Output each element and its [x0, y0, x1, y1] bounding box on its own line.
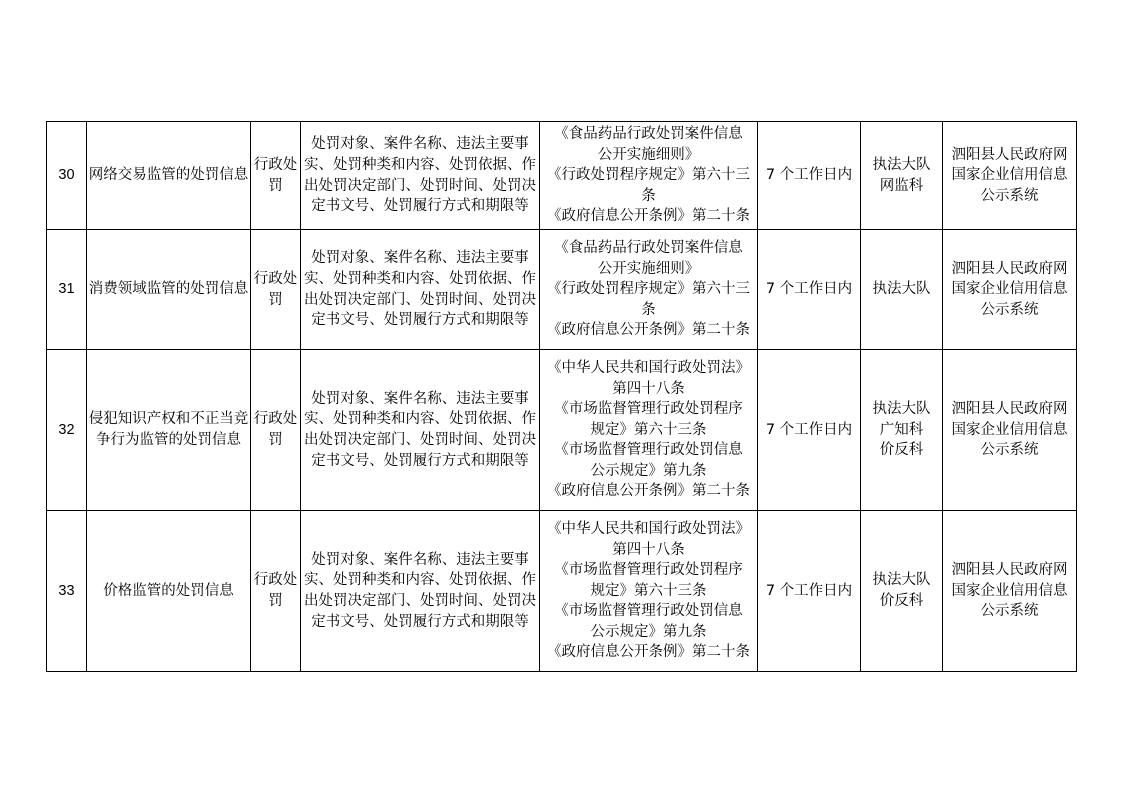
- row-number: [47, 122, 87, 230]
- category-text: 行政处罚: [253, 156, 298, 194]
- legal-basis: [540, 122, 758, 230]
- disclosure-item-text: 侵犯知识产权和不正当竞争行为监管的处罚信息: [88, 411, 249, 448]
- disclosure-content-text: 处罚对象、案件名称、违法主要事实、处罚种类和内容、处罚依据、作出处罚决定部门、处罚时间、处罚决定书文号、处罚履行方式和期限等: [304, 390, 536, 469]
- responsible-department: [861, 230, 943, 350]
- row-number: [47, 511, 87, 672]
- row-number: [47, 230, 87, 350]
- responsible-department-text: 执法大队: [872, 281, 931, 298]
- responsible-department-text: 执法大队 广知科 价反科: [872, 401, 931, 459]
- row-number-text: 33: [58, 582, 75, 599]
- legal-basis: [540, 350, 758, 511]
- category: [251, 122, 301, 230]
- category-text: 行政处罚: [253, 270, 298, 308]
- legal-basis-text: 《中华人民共和国行政处罚法》 第四十八条 《市场监督管理行政处罚程序 规定》第六十三条 《市场监督管理行政处罚信息 公示规定》第九条 《政府信息公开条例》第二十条: [547, 520, 750, 661]
- table-row: [47, 350, 1077, 511]
- row-number: [47, 350, 87, 511]
- disclosure-item: [87, 230, 251, 350]
- disclosure-content: [301, 511, 540, 672]
- disclosure-content: [301, 230, 540, 350]
- disclosure-channel: [943, 511, 1077, 672]
- deadline-text: 7 个工作日内: [765, 167, 853, 184]
- table-row: [47, 511, 1077, 672]
- row-number-text: 30: [58, 167, 75, 184]
- row-number-text: 32: [58, 421, 75, 438]
- legal-basis-text: 《中华人民共和国行政处罚法》 第四十八条 《市场监督管理行政处罚程序 规定》第六十三条 《市场监督管理行政处罚信息 公示规定》第九条 《政府信息公开条例》第二十条: [547, 359, 750, 500]
- category: [251, 350, 301, 511]
- disclosure-channel-text: 泗阳县人民政府网 国家企业信用信息 公示系统: [951, 260, 1068, 318]
- legal-basis: [540, 230, 758, 350]
- disclosure-item-text: 价格监管的处罚信息: [103, 582, 234, 599]
- responsible-department-text: 执法大队 网监科: [872, 156, 931, 194]
- disclosure-content-text: 处罚对象、案件名称、违法主要事实、处罚种类和内容、处罚依据、作出处罚决定部门、处罚时间、处罚决定书文号、处罚履行方式和期限等: [304, 136, 536, 215]
- deadline: [758, 230, 861, 350]
- disclosure-content-text: 处罚对象、案件名称、违法主要事实、处罚种类和内容、处罚依据、作出处罚决定部门、处罚时间、处罚决定书文号、处罚履行方式和期限等: [304, 250, 536, 329]
- disclosure-item: [87, 511, 251, 672]
- row-number-text: 31: [58, 281, 75, 298]
- category-text: 行政处罚: [253, 411, 298, 448]
- table-body: [47, 122, 1077, 672]
- disclosure-channel: [943, 122, 1077, 230]
- table-row: [47, 122, 1077, 230]
- disclosure-item-text: 消费领域监管的处罚信息: [88, 281, 249, 298]
- disclosure-channel: [943, 230, 1077, 350]
- disclosure-content: [301, 122, 540, 230]
- disclosure-item: [87, 122, 251, 230]
- disclosure-channel-text: 泗阳县人民政府网 国家企业信用信息 公示系统: [951, 146, 1068, 204]
- disclosure-item: [87, 350, 251, 511]
- disclosure-channel: [943, 350, 1077, 511]
- disclosure-channel-text: 泗阳县人民政府网 国家企业信用信息 公示系统: [951, 562, 1068, 620]
- category-text: 行政处罚: [253, 572, 298, 609]
- deadline: [758, 511, 861, 672]
- responsible-department: [861, 122, 943, 230]
- deadline: [758, 350, 861, 511]
- disclosure-content-text: 处罚对象、案件名称、违法主要事实、处罚种类和内容、处罚依据、作出处罚决定部门、处罚时间、处罚决定书文号、处罚履行方式和期限等: [304, 551, 536, 630]
- deadline-text: 7 个工作日内: [765, 281, 853, 298]
- legal-basis-text: 《食品药品行政处罚案件信息 公开实施细则》 《行政处罚程序规定》第六十三 条 《政府信息公开条例》第二十条: [547, 126, 750, 225]
- deadline-text: 7 个工作日内: [765, 421, 853, 438]
- legal-basis: [540, 511, 758, 672]
- disclosure-table: [46, 121, 1077, 672]
- category: [251, 511, 301, 672]
- responsible-department: [861, 511, 943, 672]
- disclosure-channel-text: 泗阳县人民政府网 国家企业信用信息 公示系统: [951, 401, 1068, 459]
- legal-basis-text: 《食品药品行政处罚案件信息 公开实施细则》 《行政处罚程序规定》第六十三 条 《政府信息公开条例》第二十条: [547, 240, 750, 339]
- category: [251, 230, 301, 350]
- responsible-department-text: 执法大队 价反科: [872, 572, 931, 609]
- responsible-department: [861, 350, 943, 511]
- deadline: [758, 122, 861, 230]
- table-row: [47, 230, 1077, 350]
- deadline-text: 7 个工作日内: [765, 582, 853, 599]
- disclosure-content: [301, 350, 540, 511]
- disclosure-item-text: 网络交易监管的处罚信息: [88, 167, 249, 184]
